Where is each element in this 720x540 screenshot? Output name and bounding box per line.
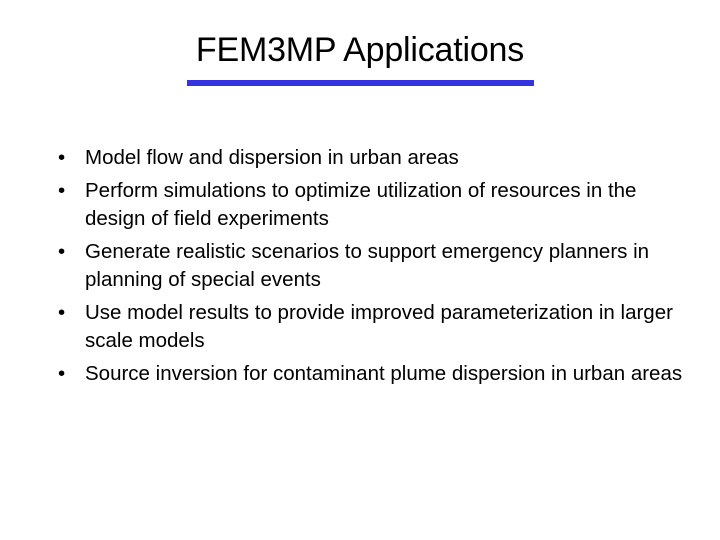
bullet-item <box>58 360 698 388</box>
bullet-icon: • <box>58 146 66 169</box>
title-underline <box>187 80 534 86</box>
bullet-icon: • <box>58 240 66 263</box>
bullet-item <box>58 144 698 172</box>
bullet-icon: • <box>58 179 66 202</box>
bullet-text: Perform simulations to optimize utilization of resources in the design of field experiments <box>85 179 637 230</box>
bullet-text: Model flow and dispersion in urban areas <box>85 146 459 169</box>
bullet-icon: • <box>58 301 66 324</box>
bullet-icon: • <box>58 362 66 385</box>
bullet-list <box>58 144 698 393</box>
slide-title: FEM3MP Applications <box>195 31 525 69</box>
bullet-item <box>58 299 698 355</box>
bullet-text: Source inversion for contaminant plume dispersion in urban areas <box>85 362 683 385</box>
bullet-item <box>58 177 698 233</box>
bullet-text: Use model results to provide improved parameterization in larger scale models <box>85 301 673 352</box>
bullet-text: Generate realistic scenarios to support emergency planners in planning of special events <box>85 240 650 291</box>
bullet-item <box>58 238 698 294</box>
